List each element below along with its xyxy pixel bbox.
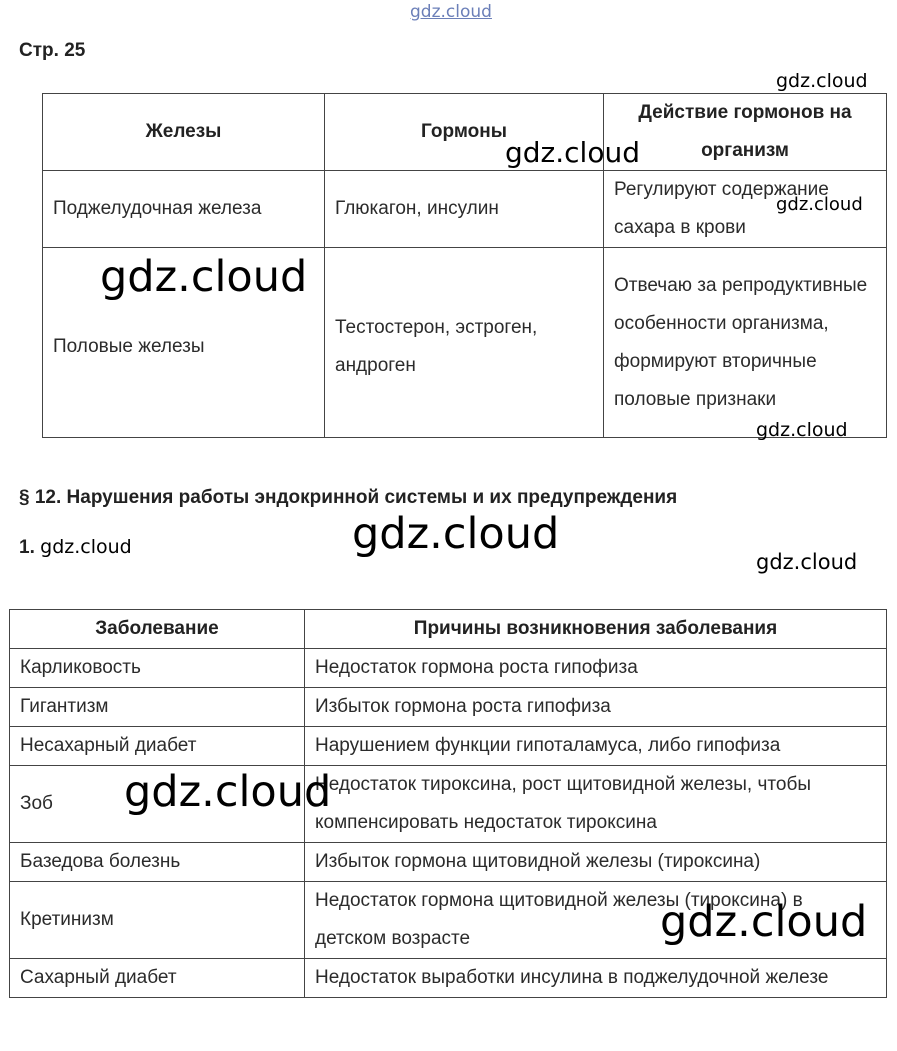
cell-action: Регулируют содержание сахара в крови <box>604 171 887 248</box>
cell-disease: Несахарный диабет <box>10 727 305 766</box>
cell-cause: Избыток гормона роста гипофиза <box>305 688 887 727</box>
watermark: gdz.cloud <box>100 252 308 302</box>
header-glands: Железы <box>43 94 325 171</box>
cell-cause: Недостаток тироксина, рост щитовидной железы, чтобы компенсировать недостаток тироксина <box>305 766 887 843</box>
page-label: Стр. 25 <box>19 40 86 61</box>
section-title: § 12. Нарушения работы эндокринной системы и их предупреждения <box>19 487 678 508</box>
cell-disease: Базедова болезнь <box>10 843 305 882</box>
cell-disease: Гигантизм <box>10 688 305 727</box>
cell-cause: Нарушением функции гипоталамуса, либо гипофиза <box>305 727 887 766</box>
watermark: gdz.cloud <box>756 550 858 574</box>
cell-hormones: Тестостерон, эстроген, андроген <box>325 248 604 438</box>
cell-disease: Карликовость <box>10 649 305 688</box>
watermark: gdz.cloud <box>352 509 560 559</box>
table-header-row <box>10 610 887 649</box>
header-disease: Заболевание <box>10 610 305 649</box>
cell-disease: Зоб <box>10 766 305 843</box>
header-causes: Причины возникновения заболевания <box>305 610 887 649</box>
table-row <box>10 649 887 688</box>
table-row <box>10 959 887 998</box>
cell-cause: Недостаток гормона роста гипофиза <box>305 649 887 688</box>
task-number-label: 1. <box>19 537 35 558</box>
header-hormones: Гормоны <box>325 94 604 171</box>
watermark: gdz.cloud <box>505 136 640 169</box>
watermark: gdz.cloud <box>756 419 848 441</box>
cell-action: Отвечаю за репродуктивные особенности организма, формируют вторичные половые признаки <box>604 248 887 438</box>
cell-disease: Сахарный диабет <box>10 959 305 998</box>
table-row <box>10 727 887 766</box>
cell-cause: Недостаток гормона щитовидной железы (тироксина) в детском возрасте <box>305 882 887 959</box>
table-row <box>43 171 887 248</box>
watermark: gdz.cloud <box>776 194 863 215</box>
watermark: gdz.cloud <box>660 897 868 947</box>
cell-gland: Поджелудочная железа <box>43 171 325 248</box>
cell-gland: Половые железы <box>43 248 325 438</box>
table-row <box>10 843 887 882</box>
watermark-inline: gdz.cloud <box>40 536 132 558</box>
cell-cause: Избыток гормона щитовидной железы (тироксина) <box>305 843 887 882</box>
cell-disease: Кретинизм <box>10 882 305 959</box>
cell-hormones: Глюкагон, инсулин <box>325 171 604 248</box>
cell-cause: Недостаток выработки инсулина в поджелудочной железе <box>305 959 887 998</box>
watermark: gdz.cloud <box>776 70 868 92</box>
watermark: gdz.cloud <box>124 767 332 817</box>
table-row <box>10 688 887 727</box>
watermark-top: gdz.cloud <box>410 2 492 22</box>
table-header-row <box>43 94 887 171</box>
header-action: Действие гормонов на организм <box>604 94 887 171</box>
task-number <box>19 536 132 559</box>
